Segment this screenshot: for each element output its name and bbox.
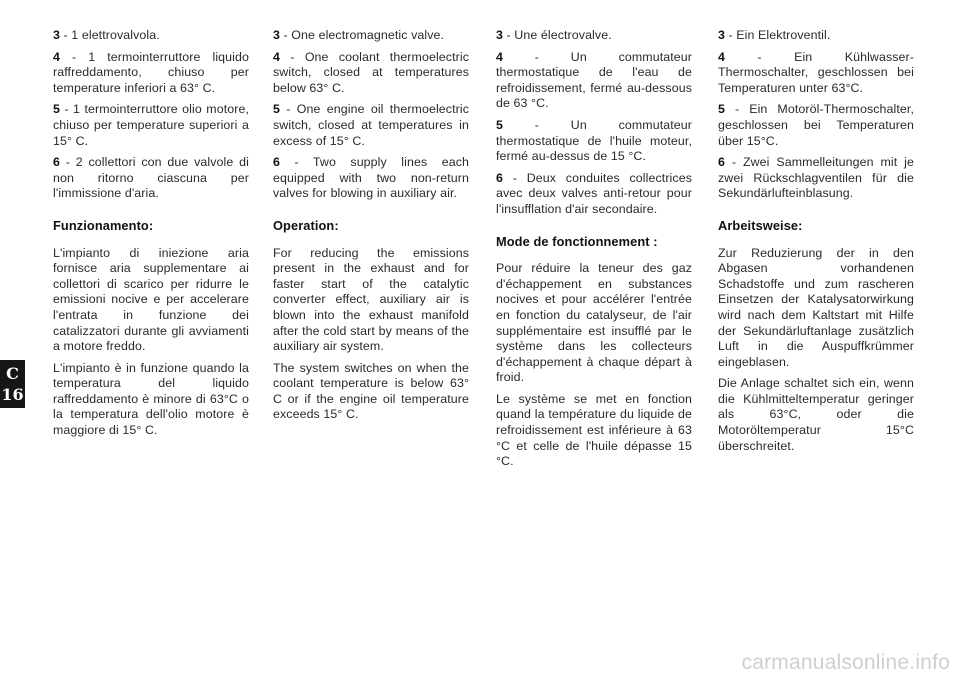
list-item: 4 - 1 termointerruttore liquido raffreddamento, chiuso per temperature inferiori a 63° C. bbox=[53, 49, 249, 95]
list-item: 3 - Une électrovalve. bbox=[496, 28, 612, 42]
list-item: 6 - Two supply lines each equipped with two non-return valves for blowing in auxiliary air. bbox=[273, 155, 469, 201]
list-item: 3 - 1 elettrovalvola. bbox=[53, 28, 160, 42]
body-paragraph: Zur Reduzierung der in den Abgasen vorhandenen Schadstoffe und zum rascheren Einsetzen der Katalysatorwirkung wird nach dem Kaltstart mit Hilfe der Sekundärluftanlage zusätzlich Luft in die Auspuffkrümmer eingeblasen. bbox=[718, 245, 914, 369]
list-item: 5 - 1 termointerruttore olio motore, chiuso per temperature superiori a 15° C. bbox=[53, 102, 249, 148]
watermark: carmanualsonline.info bbox=[741, 651, 950, 674]
list-item: 3 - One electromagnetic valve. bbox=[273, 28, 445, 42]
section-tab-letter: C bbox=[6, 364, 19, 383]
column-german bbox=[718, 28, 914, 460]
body-paragraph: Die Anlage schaltet sich ein, wenn die Kühlmitteltemperatur geringer als 63°C, oder die Motoröltemperatur 15°C überschreitet. bbox=[718, 376, 914, 453]
body-paragraph: Pour réduire la teneur des gaz d'échappement en substances nocives et pour accélérer l'entrée en fonction du catalyseur, de l'air supplémentaire est insufflé par le système dans les collecteurs d'échappement à chaque départ à froid. bbox=[496, 261, 692, 385]
list-item: 4 - One coolant thermoelectric switch, closed at temperatures below 63° C. bbox=[273, 49, 469, 95]
column-italian bbox=[53, 28, 249, 445]
section-heading: Operation: bbox=[273, 217, 339, 233]
column-french bbox=[496, 28, 692, 476]
list-item: 5 - One engine oil thermoelectric switch, closed at temperatures in excess of 15° C. bbox=[273, 102, 469, 148]
body-paragraph: For reducing the emissions present in the exhaust and for faster start of the catalytic converter effect, auxiliary air is blown into the exhaust manifold after the cold start by means of the auxiliary air system. bbox=[273, 245, 469, 354]
list-item: 4 - Ein Kühlwasser-Thermoschalter, geschlossen bei Temperaturen unter 63°C. bbox=[718, 49, 914, 95]
list-item: 3 - Ein Elektroventil. bbox=[718, 28, 831, 42]
section-heading: Arbeitsweise: bbox=[718, 217, 803, 233]
section-tab-number: 16 bbox=[1, 385, 24, 404]
list-item: 5 - Un commutateur thermostatique de l'huile moteur, fermé au-dessus de 15 °C. bbox=[496, 117, 692, 164]
section-heading: Funzionamento: bbox=[53, 217, 154, 233]
section-heading: Mode de fonctionnement : bbox=[496, 233, 658, 249]
list-item: 5 - Ein Motoröl-Thermoschalter, geschlossen bei Temperaturen über 15°C. bbox=[718, 102, 914, 148]
section-tab bbox=[0, 360, 25, 408]
list-item: 6 - 2 collettori con due valvole di non ritorno ciascuna per l'immissione d'aria. bbox=[53, 155, 249, 201]
list-item: 4 - Un commutateur thermostatique de l'eau de refroidissement, fermé au-dessous de 63 °C. bbox=[496, 49, 692, 111]
body-paragraph: Le système se met en fonction quand la température du liquide de refroidissement est inférieure à 63 °C et celle de l'huile dépasse 15 °C. bbox=[496, 391, 692, 469]
column-english bbox=[273, 28, 469, 429]
body-paragraph: L'impianto è in funzione quando la temperatura del liquido raffreddamento è minore di 63°C o la temperatura dell'olio motore è maggiore di 15° C. bbox=[53, 360, 249, 438]
body-paragraph: The system switches on when the coolant temperature is below 63° C or if the engine oil temperature exceeds 15° C. bbox=[273, 360, 469, 422]
list-item: 6 - Deux conduites collectrices avec deux valves anti-retour pour l'insufflation d'air secondaire. bbox=[496, 170, 692, 216]
list-item: 6 - Zwei Sammelleitungen mit je zwei Rückschlagventilen für die Sekundärlufteinblasung. bbox=[718, 155, 914, 201]
body-paragraph: L'impianto di iniezione aria fornisce aria supplementare ai collettori di scarico per ridurre le emissioni nocive e per accelerare l'entrata in funzione dei catalizzatori durante gli avviamenti a motore freddo. bbox=[53, 245, 249, 354]
